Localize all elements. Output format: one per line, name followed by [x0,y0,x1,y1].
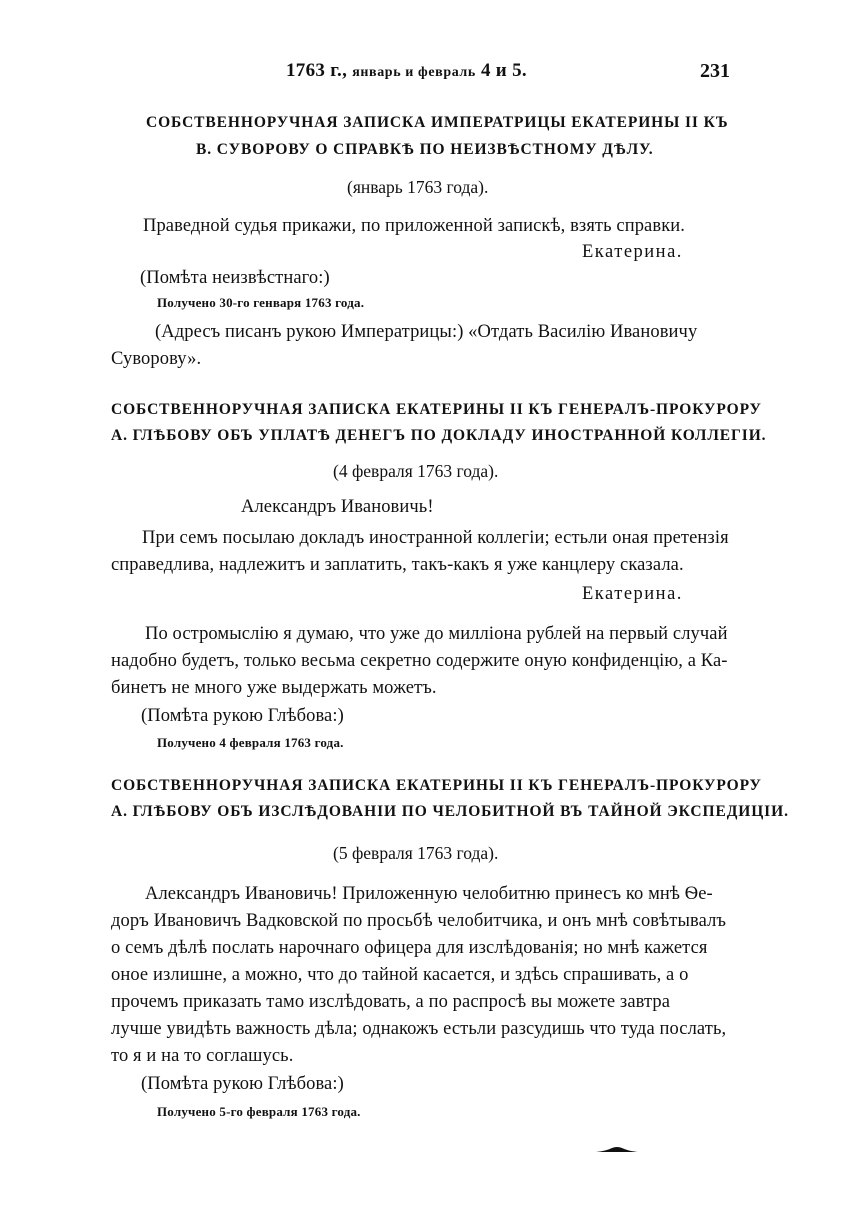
doc3-p-line6: лучше увидѣть важность дѣла; однакожъ естьли разсудишь что туда послать, [111,1019,727,1039]
doc3-received: Получено 5-го февраля 1763 года. [157,1104,361,1119]
doc2-signature: Екатерина. [582,584,683,604]
doc2-salutation: Александръ Ивановичь! [241,497,434,517]
doc2-title-line1: СОБСТВЕННОРУЧНАЯ ЗАПИСКА ЕКАТЕРИНЫ II КЪ ГЕНЕРАЛЪ-ПРОКУРОРУ [111,401,762,418]
doc2-p2-line3: бинетъ не много уже выдержать можетъ. [111,678,437,698]
doc1-text: Праведной судья прикажи, по приложенной запискѣ, взять справки. [143,216,686,236]
doc3-p-line7: то я и на то соглашусь. [111,1046,294,1066]
doc3-date: (5 февраля 1763 года). [333,843,499,863]
doc3-title-line2: А. ГЛѢБОВУ ОБЪ ИЗСЛѢДОВАНІИ ПО ЧЕЛОБИТНОЙ ВЪ ТАЙНОЙ ЭКСПЕДИЦІИ. [111,803,789,820]
running-header [286,60,527,82]
doc2-p1-line2: справедлива, надлежитъ и заплатить, такъ-какъ я уже канцлеру сказала. [111,555,684,575]
doc2-note-label: (Помѣта рукою Глѣбова:) [141,706,344,726]
doc3-note-label: (Помѣта рукою Глѣбова:) [141,1074,344,1094]
header-year: 1763 г., [286,60,348,81]
doc3-p-line4: оное излишне, а можно, что до тайной касается, и здѣсь спрашивать, а о [111,965,689,985]
doc1-address-line1: (Адресъ писанъ рукою Императрицы:) «Отдать Василію Ивановичу [155,322,698,342]
doc3-p-line3: о семъ дѣлѣ послать нарочнаго офицера для изслѣдованія; но мнѣ кажется [111,938,708,958]
doc3-p-line1: Александръ Ивановичь! Приложенную челобитню принесъ ко мнѣ Ѳе- [145,884,713,904]
doc1-title-line2: В. СУВОРОВУ О СПРАВКѢ ПО НЕИЗВѢСТНОМУ ДѢЛУ. [196,141,654,158]
header-days: 4 и 5. [480,60,527,81]
doc3-p-line2: доръ Ивановичъ Вадковской по просьбѣ челобитчика, и онъ мнѣ совѣтывалъ [111,911,727,931]
doc1-received: Получено 30-го генваря 1763 года. [157,295,365,310]
doc1-signature: Екатерина. [582,242,683,262]
doc1-note-label: (Помѣта неизвѣстнаго:) [140,268,330,288]
doc1-title-line1: СОБСТВЕННОРУЧНАЯ ЗАПИСКА ИМПЕРАТРИЦЫ ЕКАТЕРИНЫ II КЪ [146,114,729,131]
page-number: 231 [700,60,730,82]
end-ornament-icon [596,1146,638,1154]
doc1-date: (январь 1763 года). [347,177,489,197]
header-months: январь и февраль [352,65,476,80]
doc2-p2-line1: По остромыслію я думаю, что уже до милліона рублей на первый случай [145,624,728,644]
doc2-title-line2: А. ГЛѢБОВУ ОБЪ УПЛАТѢ ДЕНЕГЪ ПО ДОКЛАДУ ИНОСТРАННОЙ КОЛЛЕГІИ. [111,427,767,444]
doc2-date: (4 февраля 1763 года). [333,461,499,481]
doc2-received: Получено 4 февраля 1763 года. [157,735,344,750]
doc2-p1-line1: При семъ посылаю докладъ иностранной коллегіи; естьли оная претензія [142,528,729,548]
doc1-address-line2: Суворову». [111,349,202,369]
doc2-p2-line2: надобно будетъ, только весьма секретно содержите оную конфиденцію, а Ка- [111,651,728,671]
doc3-title-line1: СОБСТВЕННОРУЧНАЯ ЗАПИСКА ЕКАТЕРИНЫ II КЪ ГЕНЕРАЛЪ-ПРОКУРОРУ [111,777,762,794]
doc3-p-line5: прочемъ приказать тамо изслѣдовать, а по распросѣ вы можете завтра [111,992,671,1012]
